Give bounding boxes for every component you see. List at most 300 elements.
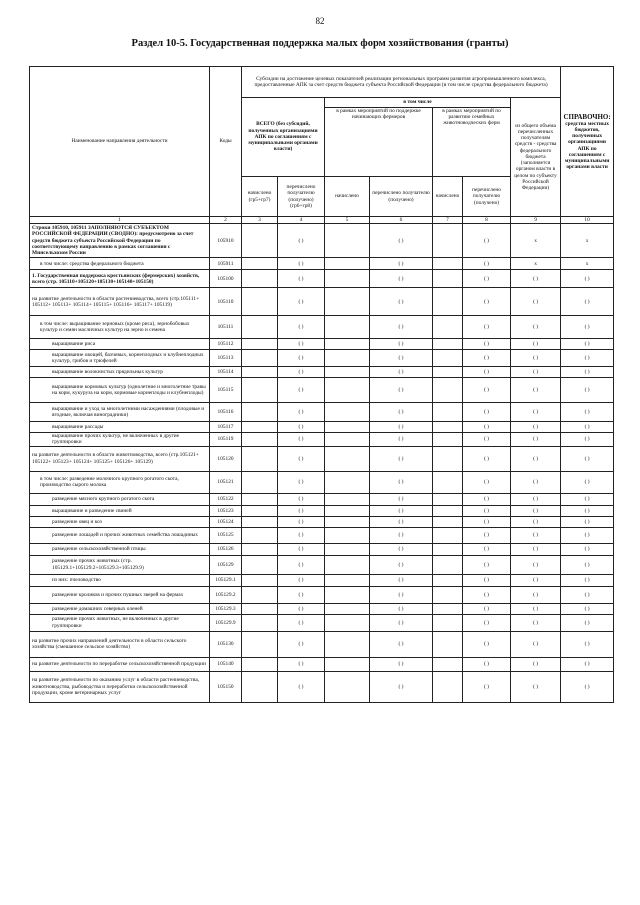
empty-cell[interactable] xyxy=(242,574,278,586)
cell-x: х xyxy=(511,258,561,270)
value-cell[interactable]: ( ) xyxy=(511,316,561,339)
row-name: выращивание и уход за многолетними насаждениями (плодовые и ягодные, включая виноградники) xyxy=(30,403,210,422)
empty-cell[interactable] xyxy=(325,270,370,288)
value-cell[interactable]: ( ) xyxy=(511,350,561,367)
empty-cell[interactable] xyxy=(325,422,370,433)
value-cell[interactable]: ( ) xyxy=(511,603,561,614)
column-number: 10 xyxy=(561,217,614,224)
value-cell[interactable]: ( ) xyxy=(463,603,511,614)
value-cell[interactable]: ( ) xyxy=(561,339,614,350)
value-cell[interactable]: ( ) xyxy=(561,471,614,493)
value-cell[interactable]: ( ) xyxy=(463,586,511,603)
value-cell[interactable]: ( ) xyxy=(370,350,433,367)
empty-cell[interactable] xyxy=(242,555,278,574)
page-number: 82 xyxy=(315,16,325,26)
value-cell[interactable]: ( ) xyxy=(278,614,325,631)
empty-cell[interactable] xyxy=(242,614,278,631)
row-code: 105111 xyxy=(210,316,242,339)
row-name: на развитие деятельности по оказанию услуг в области растениеводства, животноводства, рыбоводства и переработки сельскохозяйственной продукции, кроме ветеринарных услуг xyxy=(30,671,210,702)
value-cell[interactable]: ( ) xyxy=(370,339,433,350)
empty-cell[interactable] xyxy=(433,614,463,631)
table-row xyxy=(30,288,614,316)
empty-cell[interactable] xyxy=(433,258,463,270)
row-name: на развитие деятельности по переработке сельскохозяйственной продукции xyxy=(30,657,210,671)
value-cell[interactable]: ( ) xyxy=(561,367,614,378)
empty-cell[interactable] xyxy=(433,339,463,350)
row-name: в том числе: средства федерального бюджета xyxy=(30,258,210,270)
row-name: выращивание волокнистых прядильных культур xyxy=(30,367,210,378)
table-row xyxy=(30,316,614,339)
table-row xyxy=(30,270,614,288)
empty-cell[interactable] xyxy=(433,367,463,378)
header-activity: Наименование направления деятельности xyxy=(30,67,210,217)
column-number: 5 xyxy=(325,217,370,224)
value-cell[interactable]: ( ) xyxy=(511,527,561,543)
value-cell[interactable]: ( ) xyxy=(278,586,325,603)
value-cell[interactable]: ( ) xyxy=(561,316,614,339)
empty-cell[interactable] xyxy=(325,657,370,671)
value-cell[interactable]: ( ) xyxy=(278,288,325,316)
empty-cell[interactable] xyxy=(325,339,370,350)
value-cell[interactable]: ( ) xyxy=(463,543,511,555)
empty-cell[interactable] xyxy=(433,378,463,403)
cell-x: х xyxy=(561,258,614,270)
empty-cell[interactable] xyxy=(325,471,370,493)
row-code: 105119 xyxy=(210,433,242,446)
empty-cell[interactable] xyxy=(242,516,278,527)
empty-cell[interactable] xyxy=(433,586,463,603)
empty-cell[interactable] xyxy=(433,270,463,288)
row-name: в том числе: выращивание зерновых (кроме риса), зернобобовых культур и семян масличных культур на зерно и семена xyxy=(30,316,210,339)
row-code: 105122 xyxy=(210,493,242,505)
value-cell[interactable]: ( ) xyxy=(463,657,511,671)
row-code: 105120 xyxy=(210,446,242,471)
row-name: разведение мясного крупного рогатого скота xyxy=(30,493,210,505)
value-cell[interactable]: ( ) xyxy=(511,471,561,493)
value-cell[interactable]: ( ) xyxy=(370,603,433,614)
table-row xyxy=(30,422,614,433)
empty-cell[interactable] xyxy=(242,671,278,702)
value-cell[interactable]: ( ) xyxy=(370,446,433,471)
empty-cell[interactable] xyxy=(433,657,463,671)
empty-cell[interactable] xyxy=(242,603,278,614)
value-cell[interactable]: ( ) xyxy=(278,631,325,657)
value-cell[interactable]: ( ) xyxy=(561,505,614,516)
column-number: 9 xyxy=(511,217,561,224)
table-row xyxy=(30,224,614,258)
value-cell[interactable]: ( ) xyxy=(278,403,325,422)
value-cell[interactable]: ( ) xyxy=(511,516,561,527)
value-cell[interactable]: ( ) xyxy=(278,555,325,574)
header-transferred-total: перечислено получателю (получено) (гр6+гр8) xyxy=(278,177,325,217)
empty-cell[interactable] xyxy=(242,422,278,433)
header-transferred-family: перечислено получателю (получено) xyxy=(463,177,511,217)
empty-cell[interactable] xyxy=(433,493,463,505)
empty-cell[interactable] xyxy=(325,574,370,586)
empty-cell[interactable] xyxy=(242,505,278,516)
value-cell[interactable]: ( ) xyxy=(463,516,511,527)
header-in-that-number: в том числе xyxy=(325,98,511,108)
row-code: 105910 xyxy=(210,224,242,258)
value-cell[interactable]: ( ) xyxy=(370,631,433,657)
table-row xyxy=(30,367,614,378)
table-row xyxy=(30,574,614,586)
value-cell[interactable]: ( ) xyxy=(370,543,433,555)
column-number: 4 xyxy=(278,217,325,224)
value-cell[interactable]: ( ) xyxy=(370,422,433,433)
header-accrued-family: начислено xyxy=(433,177,463,217)
value-cell[interactable]: ( ) xyxy=(561,288,614,316)
value-cell[interactable]: ( ) xyxy=(370,516,433,527)
empty-cell[interactable] xyxy=(433,422,463,433)
row-name: разведение прочих животных, не включенных в другие группировки xyxy=(30,614,210,631)
value-cell[interactable]: ( ) xyxy=(370,367,433,378)
empty-cell[interactable] xyxy=(325,316,370,339)
row-code: 105125 xyxy=(210,527,242,543)
value-cell[interactable]: ( ) xyxy=(511,543,561,555)
value-cell[interactable]: ( ) xyxy=(370,288,433,316)
empty-cell[interactable] xyxy=(242,446,278,471)
value-cell[interactable]: ( ) xyxy=(511,339,561,350)
value-cell[interactable]: ( ) xyxy=(561,657,614,671)
row-name: выращивание и разведение свиней xyxy=(30,505,210,516)
empty-cell[interactable] xyxy=(242,288,278,316)
value-cell[interactable]: ( ) xyxy=(278,574,325,586)
value-cell[interactable]: ( ) xyxy=(370,316,433,339)
row-name: на развитие деятельности в области растениеводства, всего (стр.105111+ 105112+ 105113+ 105114+ 105115+ 105116+ 105117+ 105119) xyxy=(30,288,210,316)
table-row xyxy=(30,631,614,657)
value-cell[interactable]: ( ) xyxy=(561,516,614,527)
value-cell[interactable]: ( ) xyxy=(511,433,561,446)
value-cell[interactable]: ( ) xyxy=(278,527,325,543)
table-row xyxy=(30,505,614,516)
value-cell[interactable]: ( ) xyxy=(463,403,511,422)
value-cell[interactable]: ( ) xyxy=(278,493,325,505)
header-subsidies: Субсидии на достижение целевых показателей реализации региональных программ развития агропромышленного комплекса, предоставленные АПК за счет средств бюджета субъекта Российской Федерации (в том числе средства федерального бюджета) xyxy=(242,67,561,98)
value-cell[interactable]: ( ) xyxy=(511,614,561,631)
value-cell[interactable]: ( ) xyxy=(370,527,433,543)
value-cell[interactable]: ( ) xyxy=(278,224,325,258)
row-code: 105130 xyxy=(210,631,242,657)
value-cell[interactable]: ( ) xyxy=(370,493,433,505)
value-cell[interactable]: ( ) xyxy=(370,258,433,270)
value-cell[interactable]: ( ) xyxy=(370,270,433,288)
row-name: в том числе: разведение молочного крупного рогатого скота, производство сырого молока xyxy=(30,471,210,493)
empty-cell[interactable] xyxy=(242,433,278,446)
row-name: разведение кроликов и прочих пушных зверей на фермах xyxy=(30,586,210,603)
value-cell[interactable]: ( ) xyxy=(370,671,433,702)
table-row xyxy=(30,527,614,543)
value-cell[interactable]: ( ) xyxy=(511,422,561,433)
value-cell[interactable]: ( ) xyxy=(511,270,561,288)
value-cell[interactable]: ( ) xyxy=(561,422,614,433)
reference-title: СПРАВОЧНО: xyxy=(563,112,611,121)
empty-cell[interactable] xyxy=(325,350,370,367)
value-cell[interactable]: ( ) xyxy=(278,367,325,378)
value-cell[interactable]: ( ) xyxy=(278,422,325,433)
value-cell[interactable]: ( ) xyxy=(370,224,433,258)
empty-cell[interactable] xyxy=(242,316,278,339)
empty-cell[interactable] xyxy=(242,258,278,270)
empty-cell[interactable] xyxy=(433,543,463,555)
row-code: 105126 xyxy=(210,543,242,555)
empty-cell[interactable] xyxy=(325,258,370,270)
value-cell[interactable]: ( ) xyxy=(463,224,511,258)
value-cell[interactable]: ( ) xyxy=(511,378,561,403)
empty-cell[interactable] xyxy=(325,543,370,555)
value-cell[interactable]: ( ) xyxy=(370,433,433,446)
section-title: Раздел 10-5. Государственная поддержка малых форм хозяйствования (гранты) xyxy=(131,38,509,49)
value-cell[interactable]: ( ) xyxy=(278,258,325,270)
header-codes: Коды xyxy=(210,67,242,217)
empty-cell[interactable] xyxy=(433,631,463,657)
empty-cell[interactable] xyxy=(242,586,278,603)
empty-cell[interactable] xyxy=(325,433,370,446)
empty-cell[interactable] xyxy=(433,471,463,493)
empty-cell[interactable] xyxy=(325,527,370,543)
value-cell[interactable]: ( ) xyxy=(511,631,561,657)
value-cell[interactable]: ( ) xyxy=(561,403,614,422)
empty-cell[interactable] xyxy=(242,367,278,378)
value-cell[interactable]: ( ) xyxy=(561,586,614,603)
value-cell[interactable]: ( ) xyxy=(463,350,511,367)
row-name: на развитие прочих направлений деятельности в области сельского хозяйства (смешанное сельское хозяйство) xyxy=(30,631,210,657)
row-name: разведение лошадей и прочих животных семейства лошадиных xyxy=(30,527,210,543)
value-cell[interactable]: ( ) xyxy=(511,586,561,603)
reference-text: средства местных бюджетов, полученных организациями АПК по соглашениям с муниципальными органами власти xyxy=(564,120,610,171)
empty-cell[interactable] xyxy=(433,603,463,614)
empty-cell[interactable] xyxy=(325,288,370,316)
value-cell[interactable]: ( ) xyxy=(511,574,561,586)
value-cell[interactable]: ( ) xyxy=(511,367,561,378)
value-cell[interactable]: ( ) xyxy=(463,316,511,339)
empty-cell[interactable] xyxy=(325,555,370,574)
row-code: 105100 xyxy=(210,270,242,288)
value-cell[interactable]: ( ) xyxy=(278,433,325,446)
value-cell[interactable]: ( ) xyxy=(561,614,614,631)
empty-cell[interactable] xyxy=(325,493,370,505)
table-row xyxy=(30,339,614,350)
empty-cell[interactable] xyxy=(433,516,463,527)
value-cell[interactable]: ( ) xyxy=(561,603,614,614)
cell-x: х xyxy=(561,224,614,258)
value-cell[interactable]: ( ) xyxy=(463,614,511,631)
value-cell[interactable]: ( ) xyxy=(561,574,614,586)
header-total: ВСЕГО (без субсидий, полученных организациями АПК по соглашениям с муниципальными органами власти) xyxy=(242,98,325,177)
value-cell[interactable]: ( ) xyxy=(561,555,614,574)
value-cell[interactable]: ( ) xyxy=(278,350,325,367)
value-cell[interactable]: ( ) xyxy=(278,671,325,702)
empty-cell[interactable] xyxy=(325,614,370,631)
empty-cell[interactable] xyxy=(433,555,463,574)
row-code: 105110 xyxy=(210,288,242,316)
column-number: 7 xyxy=(433,217,463,224)
value-cell[interactable]: ( ) xyxy=(511,671,561,702)
row-code: 105129.9 xyxy=(210,614,242,631)
value-cell[interactable]: ( ) xyxy=(278,543,325,555)
value-cell[interactable]: ( ) xyxy=(463,631,511,657)
empty-cell[interactable] xyxy=(325,631,370,657)
value-cell[interactable]: ( ) xyxy=(463,433,511,446)
value-cell[interactable]: ( ) xyxy=(511,288,561,316)
value-cell[interactable]: ( ) xyxy=(463,258,511,270)
value-cell[interactable]: ( ) xyxy=(561,527,614,543)
empty-cell[interactable] xyxy=(325,378,370,403)
empty-cell[interactable] xyxy=(433,446,463,471)
empty-cell[interactable] xyxy=(242,403,278,422)
empty-cell[interactable] xyxy=(433,505,463,516)
empty-cell[interactable] xyxy=(242,631,278,657)
value-cell[interactable]: ( ) xyxy=(278,657,325,671)
value-cell[interactable]: ( ) xyxy=(370,378,433,403)
value-cell[interactable]: ( ) xyxy=(561,378,614,403)
table-row xyxy=(30,671,614,702)
column-number: 2 xyxy=(210,217,242,224)
header-reference xyxy=(561,67,614,217)
value-cell[interactable]: ( ) xyxy=(278,505,325,516)
empty-cell[interactable] xyxy=(242,270,278,288)
value-cell[interactable]: ( ) xyxy=(278,516,325,527)
empty-cell[interactable] xyxy=(242,339,278,350)
table-row xyxy=(30,446,614,471)
empty-cell[interactable] xyxy=(325,671,370,702)
table-row xyxy=(30,555,614,574)
value-cell[interactable]: ( ) xyxy=(463,493,511,505)
value-cell[interactable]: ( ) xyxy=(463,446,511,471)
empty-cell[interactable] xyxy=(433,671,463,702)
empty-cell[interactable] xyxy=(242,224,278,258)
row-name: на развитие деятельности в области животноводства, всего (стр.105121+ 105122+ 105123+ 105124+ 105125+ 105126+ 105129) xyxy=(30,446,210,471)
value-cell[interactable]: ( ) xyxy=(370,555,433,574)
empty-cell[interactable] xyxy=(433,316,463,339)
row-name: 1. Государственная поддержка крестьянских (фермерских) хозяйств, всего (стр. 105110+105120+105130+105140+105150) xyxy=(30,270,210,288)
empty-cell[interactable] xyxy=(242,657,278,671)
value-cell[interactable]: ( ) xyxy=(561,631,614,657)
value-cell[interactable]: ( ) xyxy=(278,471,325,493)
value-cell[interactable]: ( ) xyxy=(463,270,511,288)
value-cell[interactable]: ( ) xyxy=(278,603,325,614)
value-cell[interactable]: ( ) xyxy=(370,403,433,422)
row-name: Строки 105910, 105911 ЗАПОЛНЯЮТСЯ СУБЪЕКТОМ РОССИЙСКОЙ ФЕДЕРАЦИИ (СВОДНО): предусмотрено за счет средств бюджета субъекта Российской Федерации по соответствующему направлению в рамках соглашения с Минсельхозом России xyxy=(30,224,210,258)
value-cell[interactable]: ( ) xyxy=(278,446,325,471)
empty-cell[interactable] xyxy=(242,378,278,403)
value-cell[interactable]: ( ) xyxy=(463,505,511,516)
empty-cell[interactable] xyxy=(242,350,278,367)
value-cell[interactable]: ( ) xyxy=(511,493,561,505)
value-cell[interactable]: ( ) xyxy=(561,493,614,505)
header-accrued-total: начислено (гр5+гр7) xyxy=(242,177,278,217)
value-cell[interactable]: ( ) xyxy=(370,657,433,671)
empty-cell[interactable] xyxy=(325,367,370,378)
empty-cell[interactable] xyxy=(433,433,463,446)
value-cell[interactable]: ( ) xyxy=(561,350,614,367)
empty-cell[interactable] xyxy=(433,574,463,586)
row-name: выращивание рассады xyxy=(30,422,210,433)
value-cell[interactable]: ( ) xyxy=(561,671,614,702)
row-name: из них: пчеловодство xyxy=(30,574,210,586)
empty-cell[interactable] xyxy=(433,224,463,258)
empty-cell[interactable] xyxy=(242,493,278,505)
value-cell[interactable]: ( ) xyxy=(370,574,433,586)
empty-cell[interactable] xyxy=(242,527,278,543)
empty-cell[interactable] xyxy=(242,543,278,555)
row-code: 105124 xyxy=(210,516,242,527)
row-code: 105113 xyxy=(210,350,242,367)
value-cell[interactable]: ( ) xyxy=(278,378,325,403)
header-accrued-start: начислено xyxy=(325,177,370,217)
value-cell[interactable]: ( ) xyxy=(561,270,614,288)
table-row xyxy=(30,603,614,614)
empty-cell[interactable] xyxy=(433,350,463,367)
column-number: 6 xyxy=(370,217,433,224)
value-cell[interactable]: ( ) xyxy=(278,316,325,339)
value-cell[interactable]: ( ) xyxy=(511,505,561,516)
value-cell[interactable]: ( ) xyxy=(463,555,511,574)
value-cell[interactable]: ( ) xyxy=(463,671,511,702)
value-cell[interactable]: ( ) xyxy=(370,586,433,603)
value-cell[interactable]: ( ) xyxy=(463,378,511,403)
row-name: разведение домашних северных оленей xyxy=(30,603,210,614)
table-row xyxy=(30,543,614,555)
value-cell[interactable]: ( ) xyxy=(278,270,325,288)
value-cell[interactable]: ( ) xyxy=(511,403,561,422)
value-cell[interactable]: ( ) xyxy=(278,339,325,350)
empty-cell[interactable] xyxy=(325,586,370,603)
row-code: 105129.3 xyxy=(210,603,242,614)
empty-cell[interactable] xyxy=(325,516,370,527)
row-code: 105129.2 xyxy=(210,586,242,603)
row-code: 105129 xyxy=(210,555,242,574)
empty-cell[interactable] xyxy=(433,403,463,422)
value-cell[interactable]: ( ) xyxy=(463,339,511,350)
row-code: 105115 xyxy=(210,378,242,403)
table-row xyxy=(30,258,614,270)
value-cell[interactable]: ( ) xyxy=(561,446,614,471)
empty-cell[interactable] xyxy=(242,471,278,493)
empty-cell[interactable] xyxy=(433,527,463,543)
row-name: выращивание риса xyxy=(30,339,210,350)
value-cell[interactable]: ( ) xyxy=(463,288,511,316)
value-cell[interactable]: ( ) xyxy=(561,433,614,446)
value-cell[interactable]: ( ) xyxy=(511,657,561,671)
empty-cell[interactable] xyxy=(325,446,370,471)
value-cell[interactable]: ( ) xyxy=(463,422,511,433)
empty-cell[interactable] xyxy=(325,403,370,422)
header-start-farmers: в рамках мероприятий по поддержке начинающих фермеров xyxy=(325,108,433,177)
value-cell[interactable]: ( ) xyxy=(511,555,561,574)
value-cell[interactable]: ( ) xyxy=(370,471,433,493)
empty-cell[interactable] xyxy=(325,224,370,258)
row-name: разведение овец и коз xyxy=(30,516,210,527)
row-code: 105117 xyxy=(210,422,242,433)
empty-cell[interactable] xyxy=(325,505,370,516)
value-cell[interactable]: ( ) xyxy=(463,527,511,543)
value-cell[interactable]: ( ) xyxy=(463,367,511,378)
value-cell[interactable]: ( ) xyxy=(370,614,433,631)
value-cell[interactable]: ( ) xyxy=(511,446,561,471)
row-code: 105123 xyxy=(210,505,242,516)
value-cell[interactable]: ( ) xyxy=(463,574,511,586)
value-cell[interactable]: ( ) xyxy=(463,471,511,493)
value-cell[interactable]: ( ) xyxy=(561,543,614,555)
table-row xyxy=(30,657,614,671)
cell-x: х xyxy=(511,224,561,258)
value-cell[interactable]: ( ) xyxy=(370,505,433,516)
empty-cell[interactable] xyxy=(325,603,370,614)
table-row xyxy=(30,614,614,631)
empty-cell[interactable] xyxy=(433,288,463,316)
header-transferred-start: перечислено получателю (получено) xyxy=(370,177,433,217)
